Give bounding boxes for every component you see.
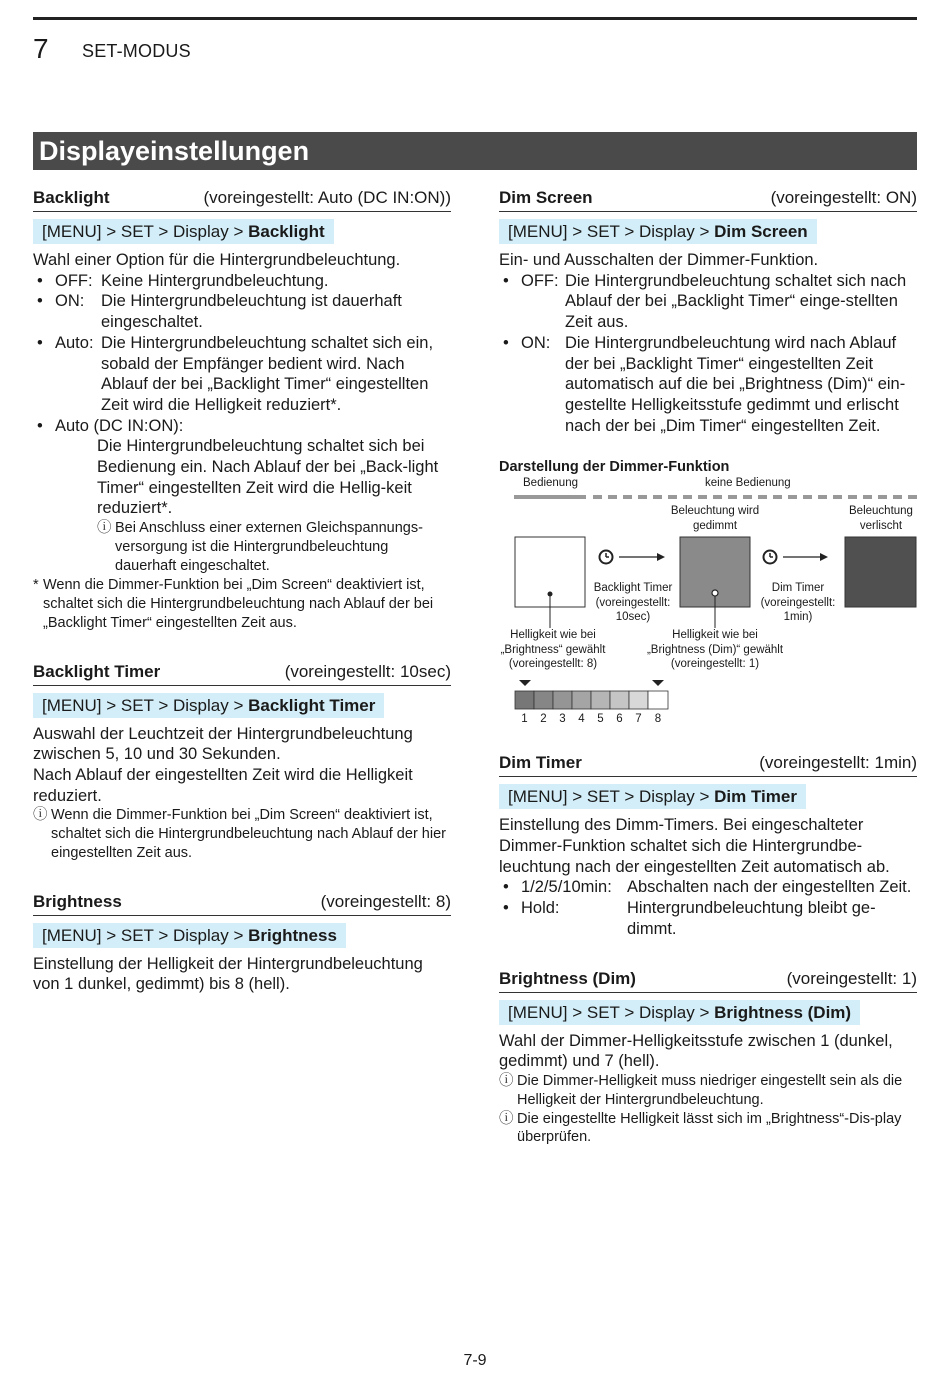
off-screen-box [845, 537, 916, 607]
option-key: ON: [55, 292, 85, 311]
backlight-menu-path [33, 219, 334, 244]
menu-path-item: Backlight [248, 222, 325, 241]
right-column [499, 187, 917, 1169]
backlight-timer-text-2: Nach Ablauf der eingestellten Zeit wird die Helligkeit reduziert. [33, 765, 413, 805]
info-note [33, 806, 451, 862]
label-dim-timer: Dim Timer (voreingestellt: 1min) [760, 582, 836, 624]
note-text: Wenn die Dimmer-Funktion bei „Dim Screen“ deaktiviert ist, schaltet sich die Hintergrundbeleuchtung nach Ablauf der hier eingestellten Zeit aus. [51, 807, 446, 861]
backlight-default: (voreingestellt: Auto (DC IN:ON)) [203, 188, 451, 207]
info-icon: ⓘ [499, 1072, 514, 1089]
brightness-dim-title: Brightness (Dim) [499, 968, 636, 988]
list-item [33, 291, 451, 332]
left-column [33, 187, 451, 1017]
menu-path-prefix: [MENU] > SET > Display > [508, 222, 715, 241]
footnote-text: Wenn die Dimmer-Funktion bei „Dim Screen“ deaktiviert ist, schaltet sich die Hintergrundbeleuchtung nach Ablauf der bei „Backlight Timer“ eingestellten Zeit aus. [43, 576, 434, 631]
menu-path-item: Dim Screen [714, 222, 808, 241]
brightness-text: Einstellung der Helligkeit der Hintergrundbeleuchtung von 1 dunkel, gedimmt) bis 8 (hell). [33, 954, 423, 994]
list-item [33, 271, 451, 292]
clock-icon [764, 551, 777, 564]
dim-timer-heading [499, 752, 917, 777]
option-text: Die Hintergrundbeleuchtung schaltet sich bei Bedienung ein. Nach Ablauf der bei „Back-light Timer“ eingestellten Zeit wird die Hellig-keit reduziert*. [97, 437, 439, 518]
backlight-intro: Wahl einer Option für die Hintergrundbeleuchtung. [33, 251, 401, 269]
list-item [33, 333, 451, 416]
backlight-timer-text: Auswahl der Leuchtzeit der Hintergrundbeleuchtung zwischen 5, 10 und 30 Sekunden. [33, 724, 413, 764]
menu-path-item: Dim Timer [714, 787, 797, 807]
scale-label: 8 [654, 713, 662, 726]
option-key: OFF: [55, 271, 93, 290]
leader-dot [712, 590, 718, 596]
option-key: Hold: [521, 899, 560, 918]
menu-path-prefix: [MENU] > SET > Display > [42, 925, 249, 945]
chapter-title: SET-MODUS [82, 41, 191, 61]
backlight-timer-section [33, 661, 451, 863]
backlight-title: Backlight [33, 188, 110, 207]
brightness-dim-default: (voreingestellt: 1) [786, 968, 917, 988]
info-note [499, 1110, 917, 1148]
diagram-title: Darstellung der Dimmer-Funktion [499, 459, 730, 476]
marker-dim-icon [519, 680, 531, 686]
page-number: 7-9 [463, 1352, 487, 1369]
note-text: Die eingestellte Helligkeit lässt sich im „Brightness“-Dis-play überprüfen. [517, 1110, 902, 1146]
scale-label: 2 [540, 713, 547, 726]
list-item [499, 877, 917, 898]
backlight-timer-default: (voreingestellt: 10sec) [284, 661, 451, 681]
dim-screen-title: Dim Screen [499, 188, 593, 207]
menu-path-prefix: [MENU] > SET > Display > [42, 222, 249, 241]
note-text: Bei Anschluss einer externen Gleichspannungs-versorgung ist die Hintergrundbeleuchtung dauerhaft eingeschaltet. [115, 520, 423, 574]
arrow-right-icon [783, 553, 828, 561]
footnote [33, 576, 451, 633]
scale-label: 6 [616, 713, 623, 726]
bullet: • [503, 271, 509, 290]
clock-icon [600, 551, 613, 564]
option-key: ON: [521, 333, 551, 352]
dim-timer-section [499, 752, 917, 939]
bullet: • [37, 416, 43, 435]
option-text: Die Hintergrundbeleuchtung schaltet sich nach Ablauf der bei „Backlight Timer“ einge-stellten Zeit aus. [565, 271, 907, 332]
option-key: Auto (DC IN:ON): [55, 416, 184, 435]
brightness-scale [515, 691, 668, 709]
list-item [499, 333, 917, 437]
info-icon: ⓘ [33, 807, 48, 824]
dim-screen-menu-path [499, 219, 817, 244]
bullet: • [503, 333, 509, 352]
option-key: OFF: [521, 271, 559, 290]
info-icon: ⓘ [499, 1110, 514, 1127]
menu-path-item: Backlight Timer [248, 695, 376, 715]
list-item [499, 898, 917, 939]
list-item [33, 416, 451, 437]
option-text: Keine Hintergrundbeleuchtung. [101, 271, 329, 290]
option-key: Auto: [55, 333, 94, 352]
brightness-menu-path [33, 923, 346, 948]
scale-label: 1 [521, 713, 528, 726]
bullet: • [37, 333, 43, 352]
option-text: Abschalten nach der eingestellten Zeit. [627, 878, 912, 897]
label-bedienung: Bedienung [523, 477, 578, 490]
info-note [33, 519, 451, 575]
menu-path-prefix: [MENU] > SET > Display > [42, 695, 249, 715]
option-text: Die Hintergrundbeleuchtung schaltet sich ein, sobald der Empfänger bedient wird. Nach Ablauf der bei „Backlight Timer“ eingestellten Zeit wird die Helligkeit reduziert*. [101, 333, 434, 414]
backlight-heading [33, 187, 451, 212]
label-keine-bedienung: keine Bedienung [705, 477, 791, 490]
footnote-star: * [33, 576, 39, 593]
list-item [499, 271, 917, 333]
scale-label: 5 [597, 713, 604, 726]
dim-timer-text: Einstellung des Dimm-Timers. Bei eingeschalteter Dimmer-Funktion schaltet sich die Hintergrundbe-leuchtung nach der eingestellten Zeit automatisch ab. [499, 816, 890, 876]
arrow-right-icon [619, 553, 665, 561]
menu-path-prefix: [MENU] > SET > Display > [508, 1002, 715, 1022]
menu-path-item: Brightness [248, 925, 337, 945]
label-backlight-timer: Backlight Timer (voreingestellt: 10sec) [593, 582, 673, 624]
label-beleuchtung-verlischt: Beleuchtung verlischt [849, 505, 913, 532]
scale-label: 4 [578, 713, 585, 726]
brightness-dim-menu-path [499, 1000, 860, 1025]
menu-path-item: Brightness (Dim) [714, 1002, 852, 1022]
note-text: Die Dimmer-Helligkeit muss niedriger eingestellt sein als die Helligkeit der Hintergrundbeleuchtung. [517, 1072, 903, 1108]
label-helligkeit-dim: Helligkeit wie bei „Brightness (Dim)“ gewählt (voreingestellt: 1) [646, 629, 784, 671]
scale-label: 3 [559, 713, 566, 726]
marker-bright-icon [652, 680, 664, 686]
brightness-dim-text: Wahl der Dimmer-Helligkeitsstufe zwischen 1 (dunkel, gedimmt) und 7 (hell). [499, 1031, 893, 1071]
info-icon: ⓘ [97, 520, 112, 537]
dim-screen-intro: Ein- und Ausschalten der Dimmer-Funktion. [499, 251, 819, 269]
bullet: • [37, 292, 43, 311]
chapter-number: 7 [33, 33, 49, 64]
brightness-dim-section [499, 968, 917, 1148]
dimmer-diagram [499, 476, 917, 736]
brightness-section [33, 891, 451, 995]
leader-dot [548, 592, 553, 597]
option-text: Hintergrundbeleuchtung bleibt ge-dimmt. [627, 899, 876, 938]
section-banner: Displayeinstellungen [33, 132, 917, 170]
brightness-dim-heading [499, 968, 917, 993]
menu-path-prefix: [MENU] > SET > Display > [508, 787, 715, 807]
brightness-heading [33, 891, 451, 916]
dim-timer-default: (voreingestellt: 1min) [759, 753, 917, 773]
option-text: Die Hintergrundbeleuchtung wird nach Ablauf der bei „Backlight Timer“ eingestellten Zeit automatisch auf die bei „Brightness (Dim)“ ein-gestellte Helligkeitsstufe gedimmt und erlischt nach der bei „Dim Timer“ eingestellten Zeit. [565, 333, 906, 435]
backlight-timer-menu-path [33, 693, 384, 718]
option-key: 1/2/5/10min: [521, 878, 612, 897]
brightness-default: (voreingestellt: 8) [320, 891, 451, 911]
bullet: • [503, 878, 509, 897]
backlight-section [33, 187, 451, 633]
label-helligkeit-brightness: Helligkeit wie bei „Brightness“ gewählt (voreingestellt: 8) [500, 629, 606, 671]
bullet: • [37, 271, 43, 290]
label-beleuchtung-gedimmt: Beleuchtung wird gedimmt [670, 505, 760, 532]
info-note [499, 1072, 917, 1110]
brightness-title: Brightness [33, 891, 122, 911]
header-rule [33, 17, 917, 20]
option-text: Die Hintergrundbeleuchtung ist dauerhaft eingeschaltet. [101, 292, 402, 332]
dim-screen-section [499, 187, 917, 436]
dim-timer-menu-path [499, 784, 806, 809]
backlight-timer-heading [33, 661, 451, 686]
scale-label: 7 [635, 713, 642, 726]
dim-timer-title: Dim Timer [499, 753, 582, 773]
dim-screen-heading [499, 187, 917, 212]
backlight-timer-title: Backlight Timer [33, 661, 161, 681]
bullet: • [503, 899, 509, 918]
dim-screen-default: (voreingestellt: ON) [770, 188, 917, 207]
operation-bar [514, 495, 586, 499]
